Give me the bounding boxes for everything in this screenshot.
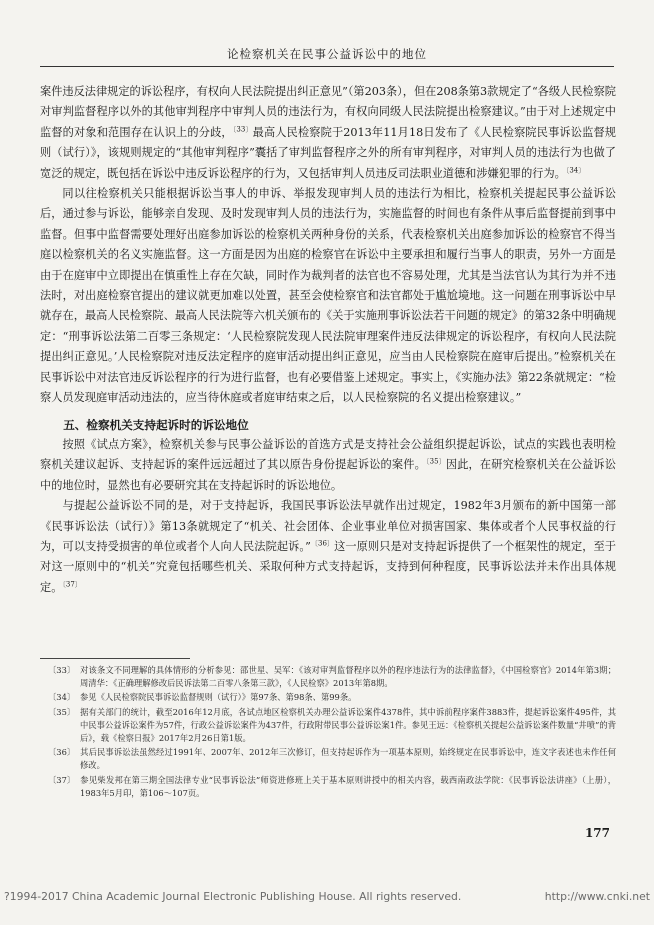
footnote-number: 〔37〕 (48, 774, 76, 785)
footnote-divider (40, 658, 190, 659)
header-divider (40, 66, 614, 67)
footnotes (40, 664, 616, 801)
paragraph (40, 184, 616, 408)
footnote-number: 〔33〕 (48, 665, 76, 675)
footnote (40, 706, 616, 746)
main-text (40, 82, 616, 598)
footnote-text: 参见柴发邦在第三期全国法律专业“民事诉讼法”师资进修班上关于基本原则讲授中的相关内容，载西南政法学院：《民事诉讼法讲座》（上册），1983年5月印，第106～107页。 (80, 774, 616, 798)
paragraph (40, 496, 616, 598)
copyright-text: ?1994-2017 China Academic Journal Electronic Publishing House. All rights reserved. (4, 890, 462, 903)
footnote (40, 664, 616, 690)
footnote (40, 774, 616, 800)
text-run: 按照《试点方案》，检察机关参与民事公益诉讼的首选方式是支持社会公益组织提起诉讼，试点的实践也表明检察机关建议起诉、支持起诉的案件远远超过了其以原告身份提起诉讼的案件。 (40, 437, 616, 472)
text-run: 案件违反法律规定的诉讼程序，有权向人民法院提出纠正意见”（第203条），但在208条第3款规定了“各级人民检察院对审判监督程序以外的其他审判程序中审判人员的违法行为，有权向同级人民法院提出检察建议。”由于对上述规定中监督的对象和范围存在认识上的分歧， (40, 85, 616, 139)
copyright-footer (4, 890, 650, 903)
footnote-text: 据有关部门的统计，截至2016年12月底，各试点地区检察机关办理公益诉讼案件4378件，其中诉前程序案件3883件，提起诉讼案件495件，其中民事公益诉讼案件为57件，行政公益诉讼案件为437件，行政附带民事公益诉讼案1件。参见王远：《检察机关提起公益诉讼案件数量“井喷”的背后》，载《检察日报》2017年2月26日第1版。 (80, 706, 616, 744)
footnote-ref[interactable]: 〔36〕 (310, 539, 335, 548)
text-run: 因此，在研究检察机关在公益诉讼中的地位时，显然也有必要研究其在支持起诉时的诉讼地位。 (40, 458, 616, 492)
footnote-number: 〔35〕 (48, 706, 76, 717)
running-header: 论检察机关在民事公益诉讼中的地位 (227, 47, 427, 61)
footnote-ref[interactable]: 〔34〕 (565, 165, 586, 174)
footnote-text: 参见《人民检察院民事诉讼监督规则（试行）》第97条、第98条、第99条。 (80, 692, 357, 703)
footnote-ref[interactable]: 〔35〕 (425, 457, 446, 466)
footnote-number: 〔34〕 (48, 692, 76, 703)
text-run: 最高人民检察院于2013年11月18日发布了《人民检察院民事诉讼监督规则（试行）》，该规则规定的“其他审判程序”囊括了审判监督程序之外的所有审判程序，对审判人员的违法行为也做了宽泛的规定，既包括在诉讼中违反诉讼程序的行为，又包括审判人员违反司法职业道德和涉嫌犯罪的行为。 (40, 125, 616, 180)
page-number: 177 (584, 826, 610, 840)
text-run: 与提起公益诉讼不同的是，对于支持起诉，我国民事诉讼法早就作出过规定，1982年3月颁布的新中国第一部《民事诉讼法（试行）》第13条就规定了“机关、社会团体、企业事业单位对损害国家、集体或者个人民事权益的行为，可以支持受损害的单位或者个人向人民法院起诉。” (40, 499, 616, 553)
footnote-text: 其后民事诉讼法虽然经过1991年、2007年、2012年三次修订，但支持起诉作为一项基本原则，始终规定在民事诉讼中，连文字表述也未作任何修改。 (80, 747, 616, 771)
footnote (40, 746, 616, 772)
footnote-text: 对该条文不同理解的具体情形的分析参见：邵世星、吴军：《该对审判监督程序以外的程序违法行为的法律监督》，《中国检察官》2014年第3期；周清华：《正确理解修改后民诉法第二百零八条第三款》，《人民检察》2013年第8期。 (80, 665, 616, 689)
footnote-ref[interactable]: 〔37〕 (62, 580, 82, 589)
footnote (40, 691, 616, 704)
section-heading: 五、检察机关支持起诉时的诉讼地位 (63, 417, 249, 432)
source-url[interactable]: http://www.cnki.net (544, 890, 650, 903)
paragraph (40, 435, 616, 496)
footnote-ref[interactable]: 〔33〕 (232, 125, 253, 134)
footnote-number: 〔36〕 (48, 747, 76, 758)
text-run: 同以往检察机关只能根据诉讼当事人的申诉、举报发现审判人员的违法行为相比，检察机关提起民事公益诉讼后，通过参与诉讼，能够亲自发现、及时发现审判人员的违法行为，实施监督的时间也有条件从事后监督提前到事中监督。但事中监督需要处理好出庭参加诉讼的检察机关两种身份的关系，代表检察机关出庭参加诉讼的检察官不得当庭以检察机关的名义实施监督。这一方面是因为出庭的检察官在诉讼中主要承担和履行当事人的职责，另外一方面是由于在庭审中立即提出在慎重性上存在欠缺，同时作为裁判者的法官也不容易处理，尤其是当法官认为其行为并不违法时，对出庭检察官提出的建议就更加难以处置，甚至会使检察官和法官都处于尴尬境地。这一问题在刑事诉讼中早就存在，最高人民检察院、最高人民法院等六机关颁布的《关于实施刑事诉讼法若干问题的规定》的第32条中明确规定：“刑事诉讼法第二百零三条规定：‘人民检察院发现人民法院审理案件违反法律规定的诉讼程序，有权向人民法院提出纠正意见。’人民检察院对违反法定程序的庭审活动提出纠正意见，应当由人民检察院在庭审后提出。”检察机关在民事诉讼中对法官违反诉讼程序的行为进行监督，也有必要借鉴上述规定。事实上，《实施办法》第22条就规定：“检察人员发现庭审活动违法的，应当待休庭或者庭审结束之后，以人民检察院的名义提出检察建议。” (40, 187, 616, 405)
paragraph-continued (40, 82, 616, 184)
text-run: 这一原则只是对支持起诉提供了一个框架性的规定，至于对这一原则中的“机关”究竟包括哪些机关、采取何种方式支持起诉，支持到何种程度，民事诉讼法并未作出具体规定。 (40, 539, 616, 594)
